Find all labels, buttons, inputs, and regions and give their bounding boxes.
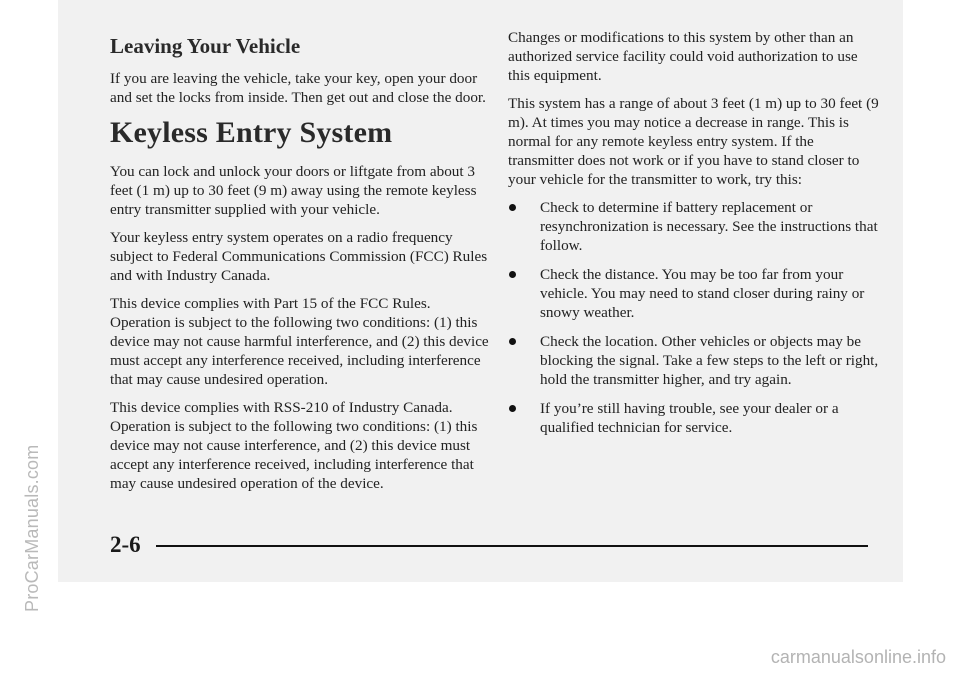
bottom-watermark: carmanualsonline.info <box>770 647 946 667</box>
list-item <box>508 198 880 255</box>
page-number: 2-6 <box>110 532 141 557</box>
page-footer <box>110 532 870 562</box>
bullet-icon <box>509 271 516 278</box>
paragraph-range: This system has a range of about 3 feet (1 m) up to 30 feet (9 m). At times you may notice a decrease in range. This is normal for any remote keyless entry system. If the transmitter does not work or if you have to stand closer to your vehicle for the transmitter to work, try this: <box>508 95 879 188</box>
bullet-icon <box>509 405 516 412</box>
paragraph-keyless-intro: You can lock and unlock your doors or liftgate from about 3 feet (1 m) up to 30 feet (9 m) away using the remote keyless entry transmitter supplied with your vehicle. <box>110 163 477 218</box>
paragraph-keyless-fcc: Your keyless entry system operates on a radio frequency subject to Federal Communications Commission (FCC) Rules and with Industry Canada. <box>110 229 488 284</box>
footer-rule <box>156 545 868 547</box>
bullet-icon <box>509 204 516 211</box>
paragraph-fcc-part15: This device complies with Part 15 of the FCC Rules. Operation is subject to the following two conditions: (1) this device may not cause harmful interference, and (2) this device must accept any interference received, including interference that may cause undesired operation. <box>110 295 489 388</box>
list-item <box>508 399 880 437</box>
left-column <box>110 28 490 502</box>
list-item-text: Check to determine if battery replacement or resynchronization is necessary. See the instructions that follow. <box>540 199 878 254</box>
right-column <box>508 28 880 447</box>
paragraph-rss210: This device complies with RSS-210 of Industry Canada. Operation is subject to the following two conditions: (1) this device may not cause interference, and (2) this device must accept any interference received, including interference that may cause undesired operation of the device. <box>110 399 478 492</box>
side-watermark: ProCarManuals.com <box>22 444 42 612</box>
bullet-icon <box>509 338 516 345</box>
troubleshooting-list <box>508 198 880 437</box>
list-item-text: Check the distance. You may be too far from your vehicle. You may need to stand closer during rainy or snowy weather. <box>540 266 865 321</box>
list-item-text: If you’re still having trouble, see your dealer or a qualified technician for service. <box>540 400 839 436</box>
paragraph-changes-warning: Changes or modifications to this system by other than an authorized service facility could void authorization to use this equipment. <box>508 29 858 84</box>
section-heading-leaving-vehicle: Leaving Your Vehicle <box>110 34 301 58</box>
list-item-text: Check the location. Other vehicles or objects may be blocking the signal. Take a few steps to the left or right, hold the transmitter higher, and try again. <box>540 333 879 388</box>
section-heading-keyless-entry: Keyless Entry System <box>110 116 393 149</box>
paragraph-leaving-vehicle: If you are leaving the vehicle, take your key, open your door and set the locks from inside. Then get out and close the door. <box>110 70 486 106</box>
list-item <box>508 265 880 322</box>
list-item <box>508 332 880 389</box>
